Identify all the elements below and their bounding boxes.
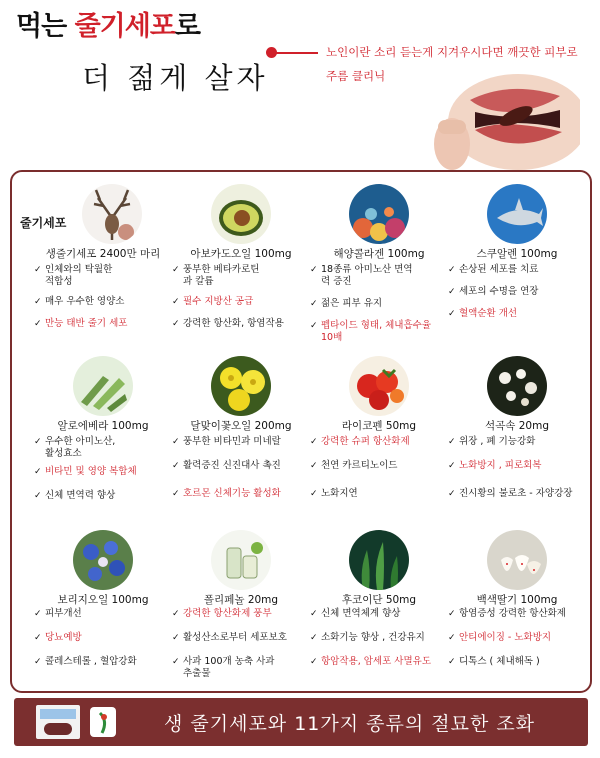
benefit-item: ✓ 펩타이드 형태, 체내흡수율: [310, 320, 448, 332]
benefit-item: ✓ 세포의 수명을 연장: [448, 286, 586, 298]
benefit-item: ✓ 당뇨예방: [34, 632, 172, 644]
benefit-item: ✓ 18종류 아미노산 면역: [310, 264, 448, 276]
ingredient-panel: [10, 170, 592, 693]
mouth-capsule-image: [430, 60, 580, 172]
avocado-image: [211, 184, 271, 244]
benefit-item-continued: 력 증진: [321, 276, 352, 287]
ingredient-title: 스쿠알렌 100mg: [476, 248, 558, 260]
benefit-item: ✓ 노화지연: [310, 488, 448, 500]
benefit-item: ✓ 항암작용, 암세포 사멸유도: [310, 656, 448, 668]
seaweed-image: [349, 530, 409, 590]
benefit-item: ✓ 활력증진 신진대사 촉진: [172, 460, 310, 472]
benefit-item: ✓ 우수한 아미노산,: [34, 436, 172, 448]
benefit-item: ✓ 인체와의 탁월한: [34, 264, 172, 276]
benefit-item: ✓ 혈액순환 개선: [448, 308, 586, 320]
ingredient-title: 폴리페놀 20mg: [203, 594, 279, 606]
benefit-item: ✓ 젊은 피부 유지: [310, 298, 448, 310]
benefit-item: ✓ 콜레스테롤 , 혈압강화: [34, 656, 172, 668]
benefit-item: ✓ 사과 100개 농축 사과: [172, 656, 310, 668]
benefit-item: ✓ 위장 , 폐 기능강화: [448, 436, 586, 448]
benefit-item-continued: 과 칼륨: [183, 276, 214, 287]
title-part-2: 로: [174, 11, 200, 42]
benefit-item: ✓ 비타민 및 영양 복합체: [34, 466, 172, 478]
tomato-image: [349, 356, 409, 416]
benefit-item: ✓ 손상된 세포를 치료: [448, 264, 586, 276]
benefit-item: ✓ 활성산소로부터 세포보호: [172, 632, 310, 644]
benefit-item-continued: 추출물: [183, 668, 211, 679]
tagline-line-2: 주름 클리닉: [326, 69, 386, 83]
dendrobium-image: [487, 356, 547, 416]
title-part-1: 먹는: [16, 11, 75, 42]
benefit-item: ✓ 피부개선: [34, 608, 172, 620]
footer-slogan: 생 줄기세포와 11가지 종류의 절묘한 조화: [164, 713, 536, 735]
main-title: [16, 4, 200, 43]
ingredient-title: 석곡속 20mg: [484, 420, 550, 432]
pointer-line: [272, 52, 318, 54]
benefit-item: ✓ 천연 카르티노이드: [310, 460, 448, 472]
benefit-item-continued: 활성효소: [45, 448, 82, 459]
benefit-item: ✓ 필수 지방산 공급: [172, 296, 310, 308]
benefit-item: ✓ 신체 면역력 향상: [34, 490, 172, 502]
benefit-item: ✓ 신체 면역체계 향상: [310, 608, 448, 620]
benefit-item: ✓ 매우 우수한 영양소: [34, 296, 172, 308]
deer-antler-image: [82, 184, 142, 244]
benefit-item: ✓ 강력한 슈퍼 항산화제: [310, 436, 448, 448]
title-highlight: 줄기세포: [74, 11, 175, 42]
benefit-item: ✓ 강력한 항산화, 항염작용: [172, 318, 310, 330]
benefit-item: ✓ 소화기능 향상 , 건강유지: [310, 632, 448, 644]
benefit-item: ✓ 호르몬 신체기능 활성화: [172, 488, 310, 500]
polyphenol-image: [211, 530, 271, 590]
benefit-item: ✓ 디톡스 ( 체내해독 ): [448, 656, 586, 668]
ingredient-title: 라이코펜 50mg: [341, 420, 417, 432]
benefit-item: ✓ 만능 태반 줄기 세포: [34, 318, 172, 330]
ingredient-title: 생줄기세포 2400만 마리: [45, 248, 161, 260]
ingredient-title: 달맞이꽃오일 200mg: [190, 420, 292, 432]
benefit-item: ✓ 노화방지 , 피로회복: [448, 460, 586, 472]
evening-primrose-image: [211, 356, 271, 416]
benefit-item: ✓ 강력한 항산화제 풍부: [172, 608, 310, 620]
borage-image: [73, 530, 133, 590]
ingredient-title: 해양콜라겐 100mg: [333, 248, 425, 260]
product-box-image: [34, 703, 124, 741]
ingredient-title: 백색딸기 100mg: [476, 594, 558, 606]
aloe-image: [73, 356, 133, 416]
shark-image: [487, 184, 547, 244]
benefit-item: ✓ 풍부한 비타민과 미네랄: [172, 436, 310, 448]
benefit-item: ✓ 안티에이징 - 노화방지: [448, 632, 586, 644]
footer-banner: [14, 698, 588, 746]
coral-reef-image: [349, 184, 409, 244]
ingredient-title: 보리지오일 100mg: [57, 594, 149, 606]
benefit-item: ✓ 진시황의 불로초 - 자양강장: [448, 488, 586, 500]
ingredient-title: 아보카도오일 100mg: [190, 248, 292, 260]
benefit-item: ✓ 항염증성 강력한 항산화제: [448, 608, 586, 620]
benefit-item: ✓ 풍부한 베타카로틴: [172, 264, 310, 276]
white-strawberry-image: [487, 530, 547, 590]
ingredient-title: 후코이단 50mg: [341, 594, 417, 606]
sub-title: 더 젊게 살자: [82, 61, 269, 95]
ingredient-title: 알로에베라 100mg: [57, 420, 149, 432]
benefit-item-continued: 적합성: [45, 276, 73, 287]
benefit-item-continued: 10배: [321, 332, 343, 343]
tagline-line-1: 노인이란 소리 듣는게 지겨우시다면 깨끗한 피부로: [326, 45, 578, 59]
panel-label: 줄기세포: [20, 216, 67, 230]
